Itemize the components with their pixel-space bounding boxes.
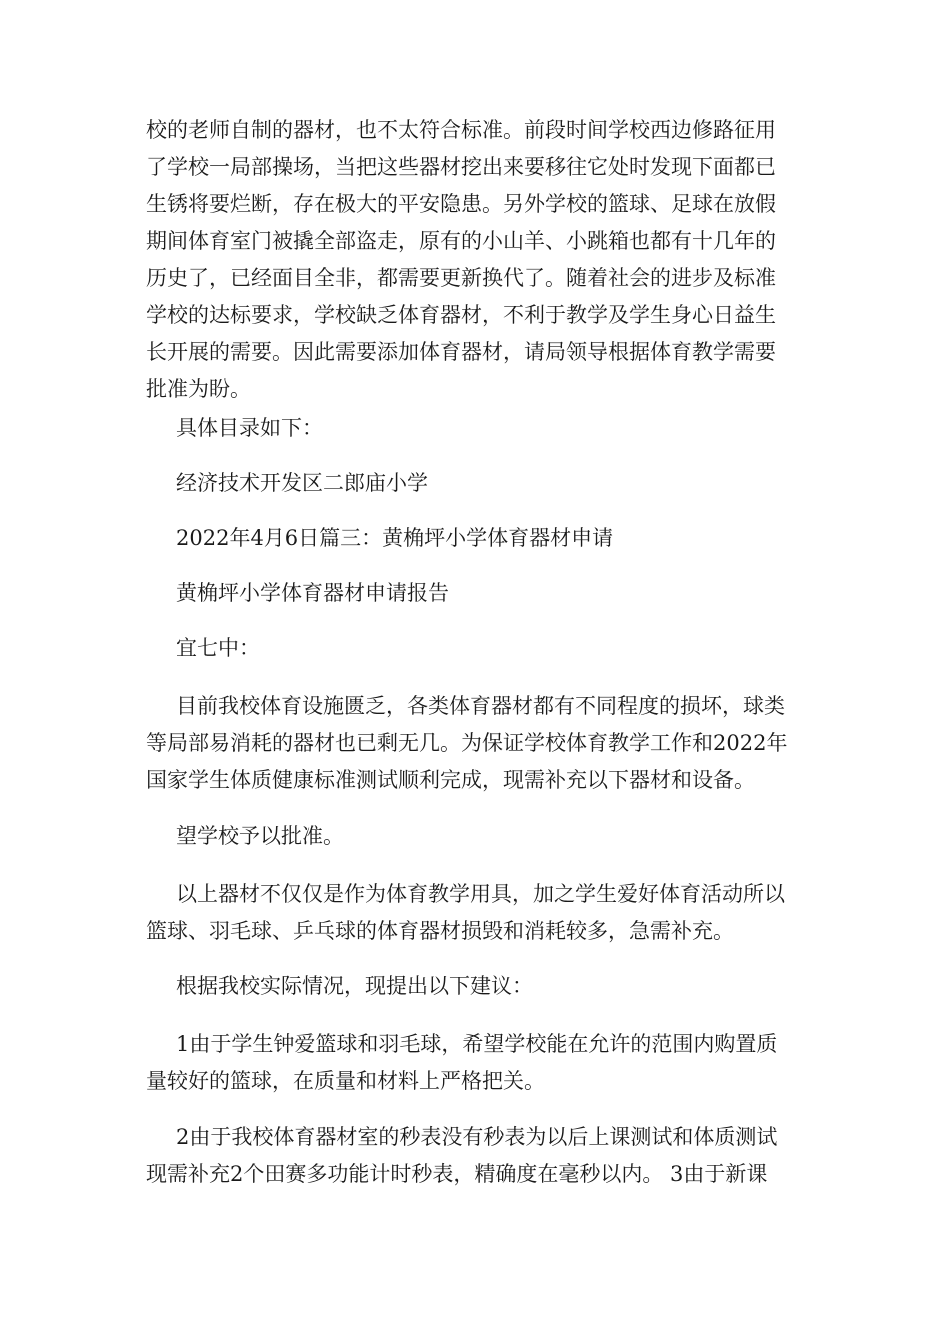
text-line: 批准为盼。 — [146, 377, 251, 401]
text-line: 2022年4月6日篇三：黄桷坪小学体育器材申请 — [176, 526, 614, 550]
text-line: 以上器材不仅仅是作为体育教学用具，加之学生爱好体育活动所以 — [176, 882, 785, 906]
text-line: 等局部易消耗的器材也已剩无几。为保证学校体育教学工作和2022年 — [146, 731, 788, 755]
paragraph-equipment-issues — [146, 112, 806, 408]
text-line: 具体目录如下： — [176, 416, 323, 440]
text-line: 经济技术开发区二郎庙小学 — [176, 471, 428, 495]
text-line: 宜七中： — [176, 636, 260, 660]
text-line: 根据我校实际情况，现提出以下建议： — [176, 974, 533, 998]
text-line: 黄桷坪小学体育器材申请报告 — [176, 581, 449, 605]
paragraph-date-heading — [146, 520, 806, 557]
text-line: 长开展的需要。因此需要添加体育器材，请局领导根据体育教学需要 — [146, 340, 776, 364]
text-line: 2由于我校体育器材室的秒表没有秒表为以后上课测试和体质测试 — [176, 1125, 778, 1149]
text-line: 国家学生体质健康标准测试顺利完成，现需补充以下器材和设备。 — [146, 768, 755, 792]
paragraph-catalog-intro — [146, 410, 806, 447]
text-line: 历史了，已经面目全非，都需要更新换代了。随着社会的进步及标准 — [146, 266, 776, 290]
text-line: 望学校予以批准。 — [176, 824, 344, 848]
report-title — [146, 575, 806, 612]
paragraph-suggestion-1 — [146, 1026, 806, 1100]
text-line: 量较好的篮球，在质量和材料上严格把关。 — [146, 1069, 545, 1093]
text-line: 目前我校体育设施匮乏，各类体育器材都有不同程度的损坏，球类 — [176, 694, 785, 718]
text-line: 现需补充2个田赛多功能计时秒表，精确度在毫秒以内。 3由于新课 — [146, 1162, 768, 1186]
text-line: 篮球、羽毛球、乒乓球的体育器材损毁和消耗较多，急需补充。 — [146, 919, 734, 943]
salutation — [146, 630, 806, 667]
text-line: 校的老师自制的器材，也不太符合标准。前段时间学校西边修路征用 — [146, 118, 776, 142]
paragraph-current-situation — [146, 688, 806, 799]
text-line: 期间体育室门被撬全部盗走，原有的小山羊、小跳箱也都有十几年的 — [146, 229, 776, 253]
paragraph-suggestion-2 — [146, 1119, 806, 1193]
text-line: 1由于学生钟爱篮球和羽毛球，希望学校能在允许的范围内购置质 — [176, 1032, 778, 1056]
text-line: 学校的达标要求，学校缺乏体育器材，不利于教学及学生身心日益生 — [146, 303, 776, 327]
text-line: 生锈将要烂断，存在极大的平安隐患。另外学校的篮球、足球在放假 — [146, 192, 776, 216]
paragraph-equipment-usage — [146, 876, 806, 950]
text-line: 了学校一局部操场，当把这些器材挖出来要移往它处时发现下面都已 — [146, 155, 776, 179]
paragraph-suggestions-intro — [146, 968, 806, 1005]
paragraph-school-name — [146, 465, 806, 502]
paragraph-request-approval — [146, 818, 806, 855]
